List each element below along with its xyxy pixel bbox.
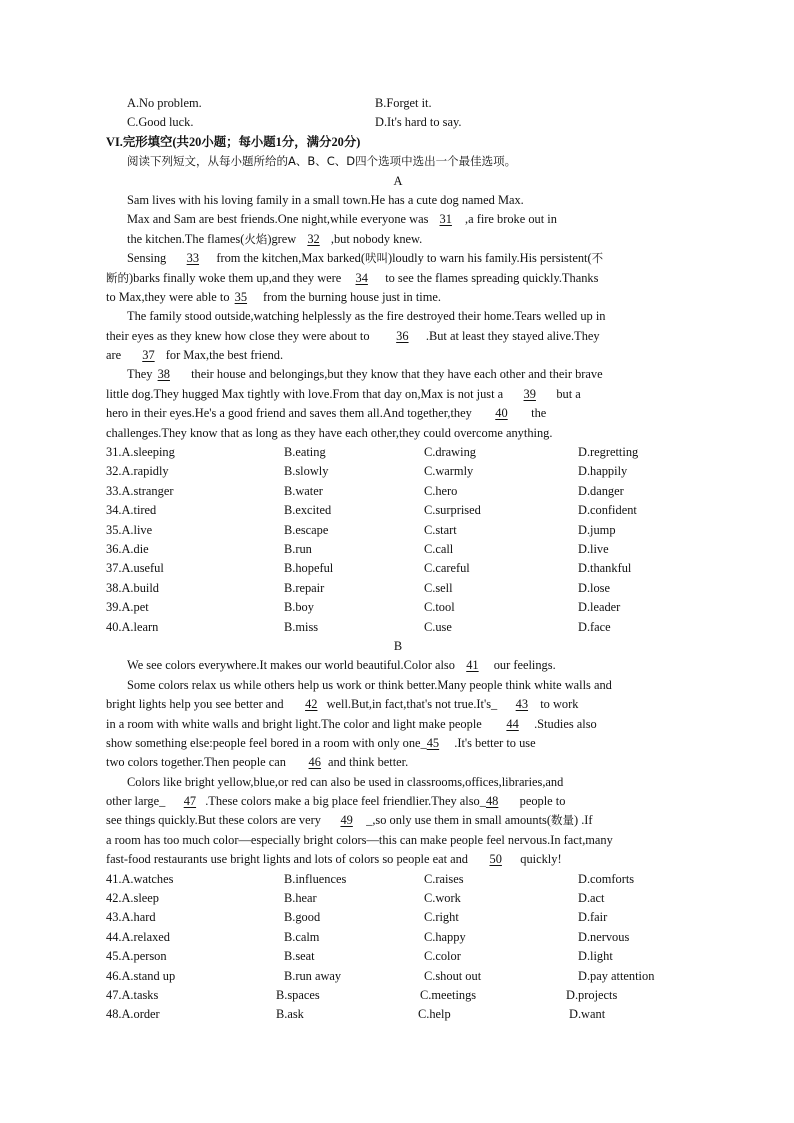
passage-a-line: to Max,they were able to 35 from the burning house just in time. [106, 288, 690, 307]
option[interactable]: D.live [578, 541, 609, 556]
option[interactable]: D.lose [578, 580, 611, 595]
question-row [106, 986, 690, 1005]
option[interactable]: C.sell [424, 580, 453, 595]
option[interactable]: C.hero [424, 483, 458, 498]
option[interactable]: B.calm [284, 929, 320, 944]
option[interactable]: 38.A.build [106, 580, 160, 595]
option[interactable]: 36.A.die [106, 541, 149, 556]
option[interactable]: B.hear [284, 891, 317, 906]
option[interactable]: D.comforts [578, 871, 635, 886]
passage-b-line: Colors like bright yellow,blue,or red can also be used in classrooms,offices,libraries,and [127, 774, 564, 789]
question-row [106, 540, 690, 559]
question-row [106, 967, 690, 986]
option[interactable]: D.pay attention [578, 968, 655, 983]
option[interactable]: 32.A.rapidly [106, 464, 169, 479]
blank-36[interactable]: 36 [396, 328, 409, 343]
option[interactable]: 42.A.sleep [106, 891, 159, 906]
option[interactable]: C.use [424, 619, 452, 634]
option[interactable]: C.tool [424, 600, 455, 615]
passage-b-line: bright lights help you see better and 42 well.But,in fact,that's not true.It's_ 43 to work [106, 695, 690, 714]
option[interactable]: C.help [418, 1007, 451, 1022]
option[interactable]: 43.A.hard [106, 910, 156, 925]
option[interactable]: D.thankful [578, 561, 632, 576]
blank-45[interactable]: 45 [426, 735, 440, 750]
option[interactable]: B.eating [284, 445, 326, 460]
option[interactable]: D.fair [578, 910, 608, 925]
blank-49[interactable]: 49 [340, 813, 353, 828]
option[interactable]: D.face [578, 619, 611, 634]
option[interactable]: D.regretting [578, 445, 639, 460]
passage-a-line: Sam lives with his loving family in a small town.He has a cute dog named Max. [127, 192, 524, 207]
option[interactable]: D.want [569, 1007, 606, 1022]
passage-a-label: A [393, 173, 403, 188]
question-row [106, 618, 690, 637]
passage-a-line: hero in their eyes.He's a good friend and saves them all.And together,they 40 the [106, 404, 690, 423]
option[interactable]: B.water [284, 483, 323, 498]
question-row [106, 579, 690, 598]
passage-a-line: challenges.They know that as long as they have each other,they could overcome anything. [106, 425, 553, 440]
blank-40[interactable]: 40 [495, 406, 508, 421]
option[interactable]: 47.A.tasks [106, 987, 159, 1002]
option[interactable]: 37.A.useful [106, 561, 164, 576]
option[interactable]: C.start [424, 522, 457, 537]
passage-a-line: Max and Sam are best friends.One night,while everyone was 31 ,a fire broke out in [106, 210, 690, 229]
option[interactable]: D.confident [578, 503, 637, 518]
question-row [106, 443, 690, 462]
option[interactable]: B.spaces [276, 987, 320, 1002]
passage-a-line: little dog.They hugged Max tightly with love.From that day on,Max is not just a 39 but a [106, 385, 690, 404]
blank-41[interactable]: 41 [466, 658, 479, 673]
option[interactable]: 34.A.tired [106, 503, 157, 518]
option[interactable]: B.excited [284, 503, 332, 518]
blank-33[interactable]: 33 [186, 251, 200, 266]
option[interactable]: D.projects [566, 987, 618, 1002]
option[interactable]: B.seat [284, 949, 315, 964]
blank-34[interactable]: 34 [355, 270, 368, 285]
option-d: D.It's hard to say. [375, 115, 462, 130]
passage-b-line: show something else:people feel bored in a room with only one_45 .It's better to use [106, 734, 690, 753]
blank-39[interactable]: 39 [523, 386, 536, 401]
option[interactable]: 33.A.stranger [106, 483, 174, 498]
blank-44[interactable]: 44 [506, 716, 519, 731]
option[interactable]: C.right [424, 910, 459, 925]
option[interactable]: C.careful [424, 561, 470, 576]
question-row [106, 559, 690, 578]
option-a: A.No problem. [127, 96, 202, 110]
exam-page [106, 94, 690, 1025]
passage-a-line: 断的)barks finally woke them up,and they were 34 to see the flames spreading quickly.Thanks [106, 269, 690, 288]
option[interactable]: 31.A.sleeping [106, 445, 175, 460]
option[interactable]: D.nervous [578, 929, 630, 944]
question-row [106, 521, 690, 540]
question-row [106, 928, 690, 947]
option[interactable]: D.jump [578, 522, 616, 537]
passage-b-line: other large_ 47 .These colors make a big place feel friendlier.They also_48 people to [106, 792, 690, 811]
option[interactable]: 41.A.watches [106, 871, 174, 886]
option[interactable]: B.escape [284, 522, 329, 537]
passage-a-line: The family stood outside,watching helplessly as the fire destroyed their home.Tears welled up in [127, 309, 606, 324]
option[interactable]: 39.A.pet [106, 600, 149, 615]
prev-options-row-2 [106, 113, 690, 132]
option[interactable]: C.raises [424, 871, 464, 886]
option[interactable]: 35.A.live [106, 522, 153, 537]
blank-43[interactable]: 43 [515, 697, 529, 712]
option[interactable]: C.color [424, 949, 461, 964]
option[interactable]: D.danger [578, 483, 624, 498]
option[interactable]: B.hopeful [284, 561, 334, 576]
blank-32[interactable]: 32 [307, 231, 320, 246]
option[interactable]: B.miss [284, 619, 319, 634]
passage-b-line: Some colors relax us while others help us work or think better.Many people think white walls and [127, 677, 612, 692]
option-c: C.Good luck. [127, 115, 194, 130]
question-row [106, 889, 690, 908]
option[interactable]: B.repair [284, 580, 325, 595]
option[interactable]: D.light [578, 949, 613, 964]
option[interactable]: 48.A.order [106, 1007, 160, 1022]
blank-50[interactable]: 50 [489, 852, 502, 867]
blank-42[interactable]: 42 [305, 697, 318, 712]
option[interactable]: D.happily [578, 464, 628, 479]
question-row [106, 501, 690, 520]
passage-b-line: in a room with white walls and bright light.The color and light make people 44 .Studies also [106, 715, 690, 734]
blank-37[interactable]: 37 [142, 348, 155, 363]
option[interactable]: 46.A.stand up [106, 968, 176, 983]
option[interactable]: C.call [424, 541, 454, 556]
option[interactable]: 45.A.person [106, 949, 167, 964]
question-row [106, 482, 690, 501]
question-row [106, 462, 690, 481]
option[interactable]: C.work [424, 891, 461, 906]
option[interactable]: B.run [284, 541, 312, 556]
option[interactable]: C.happy [424, 929, 466, 944]
option[interactable]: B.good [284, 910, 321, 925]
passage-b-label: B [393, 638, 403, 653]
option[interactable]: C.shout out [424, 968, 482, 983]
option[interactable]: C.drawing [424, 445, 476, 460]
question-row [106, 1005, 690, 1024]
passage-b-line: We see colors everywhere.It makes our world beautiful.Color also 41 our feelings. [106, 656, 690, 675]
option[interactable]: 44.A.relaxed [106, 929, 170, 944]
option[interactable]: B.influences [284, 871, 347, 886]
option[interactable]: D.act [578, 891, 605, 906]
option[interactable]: 40.A.learn [106, 619, 159, 634]
questions-a [106, 443, 690, 637]
blank-38[interactable]: 38 [157, 367, 170, 382]
passage-a-line: their eyes as they knew how close they were about to 36 .But at least they stayed alive.They [106, 327, 690, 346]
section-title: VI.完形填空(共20小题；每小题1分，满分20分) [106, 134, 361, 149]
passage-b-line: fast-food restaurants use bright lights and lots of colors so people eat and 50 quickly! [106, 850, 690, 869]
passage-b-line: see things quickly.But these colors are very 49 _,so only use them in small amounts(数量) .If [106, 811, 690, 830]
passage-a-line: They 38 their house and belongings,but they know that they have each other and their brave [106, 365, 690, 384]
blank-46[interactable]: 46 [308, 755, 321, 770]
option[interactable]: C.surprised [424, 503, 481, 518]
blank-48[interactable]: 48 [485, 794, 499, 809]
option[interactable]: D.leader [578, 600, 621, 615]
question-row [106, 598, 690, 617]
blank-47[interactable]: 47 [183, 794, 197, 809]
passage-a-line: are 37 for Max,the best friend. [106, 346, 690, 365]
passage-a-line: Sensing 33 from the kitchen,Max barked(吠叫)loudly to warn his family.His persistent(不 [106, 249, 690, 268]
blank-31[interactable]: 31 [439, 212, 452, 227]
question-row [106, 908, 690, 927]
option[interactable]: B.ask [276, 1007, 304, 1022]
passage-a-line: the kitchen.The flames(火焰)grew 32 ,but nobody knew. [106, 230, 690, 249]
question-row [106, 947, 690, 966]
option[interactable]: C.meetings [420, 987, 477, 1002]
passage-b-line: two colors together.Then people can 46 and think better. [106, 753, 690, 772]
blank-35[interactable]: 35 [234, 289, 248, 304]
questions-b [106, 870, 690, 1025]
option[interactable]: B.slowly [284, 464, 329, 479]
option[interactable]: C.warmly [424, 464, 474, 479]
option[interactable]: B.run away [284, 968, 342, 983]
passage-b-line: a room has too much color—especially bright colors—this can make people feel nervous.In fact,many [106, 832, 613, 847]
option[interactable]: B.boy [284, 600, 314, 615]
section-instruction: 阅读下列短文，从每小题所给的A、B、C、D四个选项中选出一个最佳选项。 [127, 154, 517, 169]
prev-options-row-1 [106, 94, 690, 113]
option-b: B.Forget it. [375, 96, 432, 110]
question-row [106, 870, 690, 889]
